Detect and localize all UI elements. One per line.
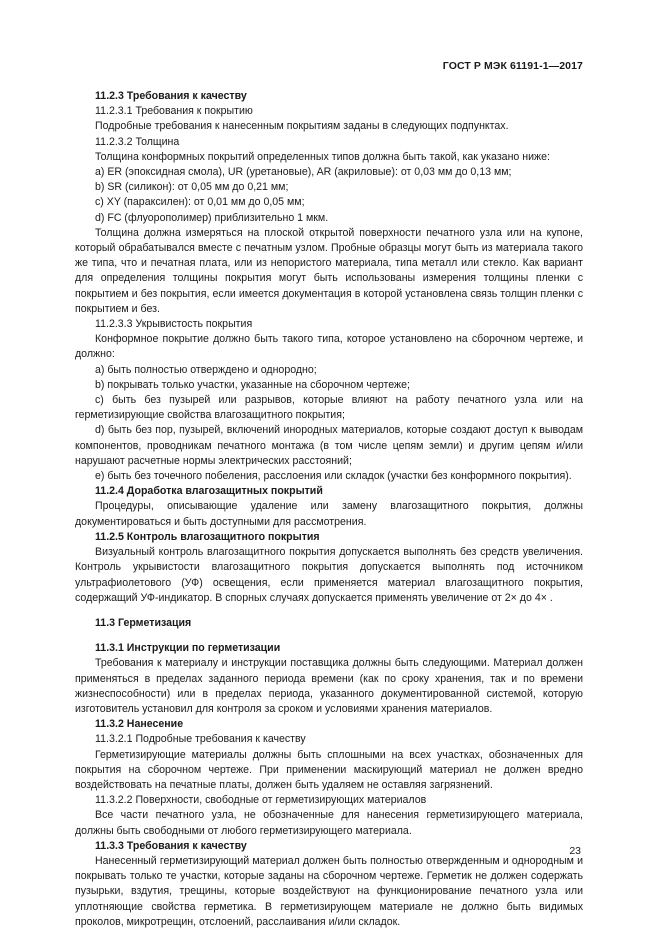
subsection-title: 11.3.2.2 Поверхности, свободные от герметизирующих материалов bbox=[95, 794, 427, 807]
paragraph: Визуальный контроль влагозащитного покрытия допускается выполнять без средств увеличения. Контроль укрывистости влагозащитного покрытия допускается выполнять под источником ультрафиолетового (УФ) освещения, если применяется материал влагозащитного покрытия, содержащий УФ-индикатор. В спорных случаях допускается применять увеличение от 2× до 4× . bbox=[75, 546, 583, 604]
document-body bbox=[75, 89, 583, 930]
paragraph: Подробные требования к нанесенным покрытиям заданы в следующих подпунктах. bbox=[95, 120, 509, 133]
paragraph: Конформное покрытие должно быть такого типа, которое установлено на сборочном чертеже, и должно: bbox=[75, 333, 583, 361]
paragraph: Все части печатного узла, не обозначенные для нанесения герметизирующего материала, должны быть свободными от любого герметизирующего материала. bbox=[75, 809, 583, 837]
section-spacer bbox=[75, 606, 583, 616]
section-spacer bbox=[75, 631, 583, 641]
paragraph: Нанесенный герметизирующий материал должен быть полностью отвержденным и однородным и покрывать только те участки, которые заданы на сборочном чертеже. Герметик не должен содержать пузырьки, вздутия, трещины, которые воздействуют на функционирование печатного узла или уплотняющие свойства герметика. В герметизирующем материале не должно быть видимых проколов, микротрещин, отслоений, расслаивания и/или складок. bbox=[75, 854, 583, 928]
list-item: c) быть без пузырей или разрывов, которые влияют на работу печатного узла или на герметизирующие свойства влагозащитного покрытия; bbox=[75, 394, 583, 422]
list-item: c) XY (параксилен): от 0,01 мм до 0,05 мм; bbox=[95, 196, 305, 209]
paragraph: Процедуры, описывающие удаление или замену влагозащитного покрытия, должны документироваться и быть доступными для рассмотрения. bbox=[75, 500, 583, 528]
paragraph: Толщина должна измеряться на плоской открытой поверхности печатного узла или на купоне, который обрабатывался вместе с печатным узлом. Пробные образцы могут быть из материала такого же типа, что и печатная плата, или из непористого материала, типа металл или стекло. Как вариант для определения толщины покрытия могут быть использованы измерения толщины пленки с покрытием и без покрытия, если имеется документация в которой установлена связь толщин пленки с покрытием и без. bbox=[75, 226, 583, 315]
section-heading-11-2-5: 11.2.5 Контроль влагозащитного покрытия bbox=[95, 530, 320, 543]
section-heading-11-2-3: 11.2.3 Требования к качеству bbox=[95, 90, 247, 102]
paragraph: Герметизирующие материалы должны быть сплошными на всех участках, обозначенных для покрытия на сборочном чертеже. При применении маскирующий материал не должен вредно воздействовать на печатные платы, должен быть удаляем не оставляя загрязнений. bbox=[75, 748, 583, 791]
section-heading-11-2-4: 11.2.4 Доработка влагозащитных покрытий bbox=[95, 485, 323, 498]
list-item: e) быть без точечного побеления, расслоения или складок (участки без конформного покрытия). bbox=[95, 470, 572, 483]
list-item: a) ER (эпоксидная смола), UR (уретановые), AR (акриловые): от 0,03 мм до 0,13 мм; bbox=[95, 166, 512, 179]
subsection-title: 11.2.3.3 Укрывистость покрытия bbox=[95, 318, 253, 331]
paragraph: Толщина конформных покрытий определенных типов должна быть такой, как указано ниже: bbox=[95, 150, 550, 163]
paragraph: Требования к материалу и инструкции поставщика должны быть следующими. Материал должен применяться в пределах заданного периода времени (как по сроку хранения, так и по времени жизнеспособности) или в пределах периода, указанного документированной системой, которую изготовитель установил для контроля за сроком и условиями хранения материалов. bbox=[75, 657, 583, 715]
list-item: b) SR (силикон): от 0,05 мм до 0,21 мм; bbox=[95, 181, 289, 194]
document-header: ГОСТ Р МЭК 61191-1—2017 bbox=[442, 60, 583, 72]
list-item: d) быть без пор, пузырей, включений инородных материалов, которые создают доступ к выводам компонентов, проводникам печатного монтажа (в том числе цепям земли) и другим цепям и/или нарушают расчетные нормы электрических расстояний; bbox=[75, 424, 583, 467]
subsection-title: 11.2.3.1 Требования к покрытию bbox=[95, 105, 253, 118]
subsection-title: 11.2.3.2 Толщина bbox=[95, 135, 180, 148]
section-heading-11-3: 11.3 Герметизация bbox=[95, 616, 192, 629]
list-item: d) FC (флуорополимер) приблизительно 1 мкм. bbox=[95, 211, 329, 224]
list-item: b) покрывать только участки, указанные на сборочном чертеже; bbox=[95, 378, 410, 391]
section-heading-11-3-3: 11.3.3 Требования к качеству bbox=[95, 839, 247, 852]
section-heading-11-3-2: 11.3.2 Нанесение bbox=[95, 718, 184, 731]
list-item: a) быть полностью отверждено и однородно; bbox=[95, 363, 317, 376]
page-number: 23 bbox=[569, 845, 581, 857]
subsection-title: 11.3.2.1 Подробные требования к качеству bbox=[95, 733, 306, 746]
section-heading-11-3-1: 11.3.1 Инструкции по герметизации bbox=[95, 642, 281, 655]
